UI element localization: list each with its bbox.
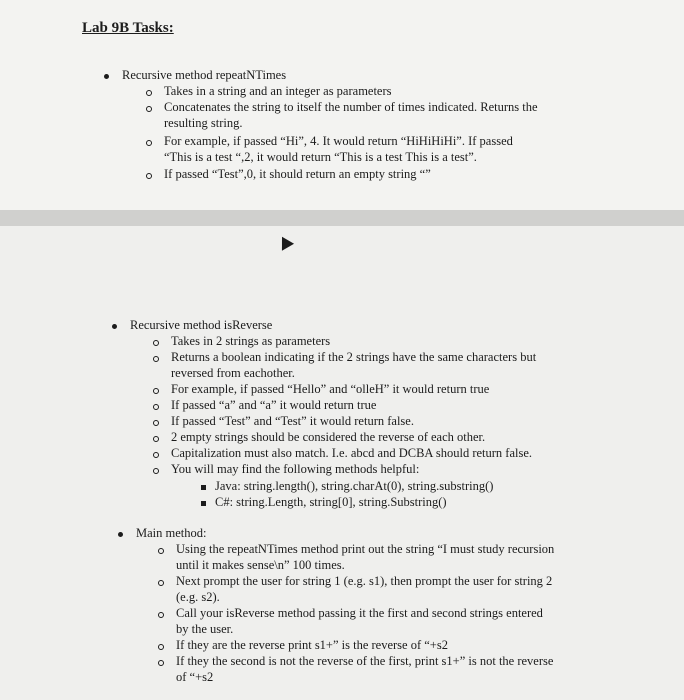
list-item-continuation: of “+s2 — [176, 670, 214, 684]
bullet-icon — [118, 532, 123, 537]
section-heading: Recursive method repeatNTimes — [122, 68, 287, 82]
list-item: For example, if passed “Hello” and “olleH” it would return true — [171, 382, 490, 396]
section-heading: Main method: — [136, 526, 207, 540]
circle-bullet-icon — [153, 356, 159, 362]
list-item: Concatenates the string to itself the number of times indicated. Returns the — [164, 100, 538, 114]
circle-bullet-icon — [158, 612, 164, 618]
circle-bullet-icon — [158, 580, 164, 586]
circle-bullet-icon — [153, 468, 159, 474]
circle-bullet-icon — [146, 173, 152, 179]
list-item: Next prompt the user for string 1 (e.g. s1), then prompt the user for string 2 — [176, 574, 553, 588]
list-item: If passed “a” and “a” it would return true — [171, 398, 377, 412]
page-title: Lab 9B Tasks: — [82, 20, 174, 36]
list-item: If passed “Test” and “Test” it would return false. — [171, 414, 414, 428]
circle-bullet-icon — [146, 140, 152, 146]
list-item: You will may find the following methods helpful: — [171, 462, 420, 476]
circle-bullet-icon — [153, 340, 159, 346]
sub-list-item: C#: string.Length, string[0], string.Substring() — [215, 495, 447, 509]
list-item: Call your isReverse method passing it the first and second strings entered — [176, 606, 543, 620]
list-item: If they are the reverse print s1+” is the reverse of “+s2 — [176, 638, 448, 652]
list-item-continuation: resulting string. — [164, 116, 243, 130]
list-item: If passed “Test”,0, it should return an empty string “” — [164, 167, 431, 181]
list-item: Takes in a string and an integer as parameters — [164, 84, 392, 98]
page-gap — [0, 210, 684, 226]
list-item: If they the second is not the reverse of the first, print s1+” is not the reverse — [176, 654, 554, 668]
sub-list-item: Java: string.length(), string.charAt(0), string.substring() — [215, 479, 494, 493]
circle-bullet-icon — [146, 90, 152, 96]
page-bottom — [0, 226, 684, 700]
circle-bullet-icon — [158, 548, 164, 554]
list-item: Capitalization must also match. I.e. abcd and DCBA should return false. — [171, 446, 533, 460]
circle-bullet-icon — [153, 436, 159, 442]
list-item-continuation: reversed from eachother. — [171, 366, 295, 380]
section-heading: Recursive method isReverse — [130, 318, 273, 332]
mouse-cursor-icon — [276, 233, 294, 250]
square-bullet-icon — [201, 485, 206, 490]
bullet-icon — [112, 324, 117, 329]
circle-bullet-icon — [158, 660, 164, 666]
circle-bullet-icon — [153, 452, 159, 458]
circle-bullet-icon — [153, 420, 159, 426]
circle-bullet-icon — [153, 388, 159, 394]
circle-bullet-icon — [146, 106, 152, 112]
list-item: Using the repeatNTimes method print out the string “I must study recursion — [176, 542, 555, 556]
list-item: For example, if passed “Hi”, 4. It would return “HiHiHiHi”. If passed — [164, 134, 513, 148]
circle-bullet-icon — [153, 404, 159, 410]
list-item-continuation: until it makes sense\n” 100 times. — [176, 558, 345, 572]
circle-bullet-icon — [158, 644, 164, 650]
square-bullet-icon — [201, 501, 206, 506]
bullet-icon — [104, 74, 109, 79]
list-item: Returns a boolean indicating if the 2 strings have the same characters but — [171, 350, 537, 364]
list-item: 2 empty strings should be considered the reverse of each other. — [171, 430, 486, 444]
page-top — [0, 0, 684, 210]
list-item: Takes in 2 strings as parameters — [171, 334, 331, 348]
list-item-continuation: “This is a test “,2, it would return “This is a test This is a test”. — [164, 150, 477, 164]
list-item-continuation: by the user. — [176, 622, 234, 636]
list-item-continuation: (e.g. s2). — [176, 590, 220, 604]
